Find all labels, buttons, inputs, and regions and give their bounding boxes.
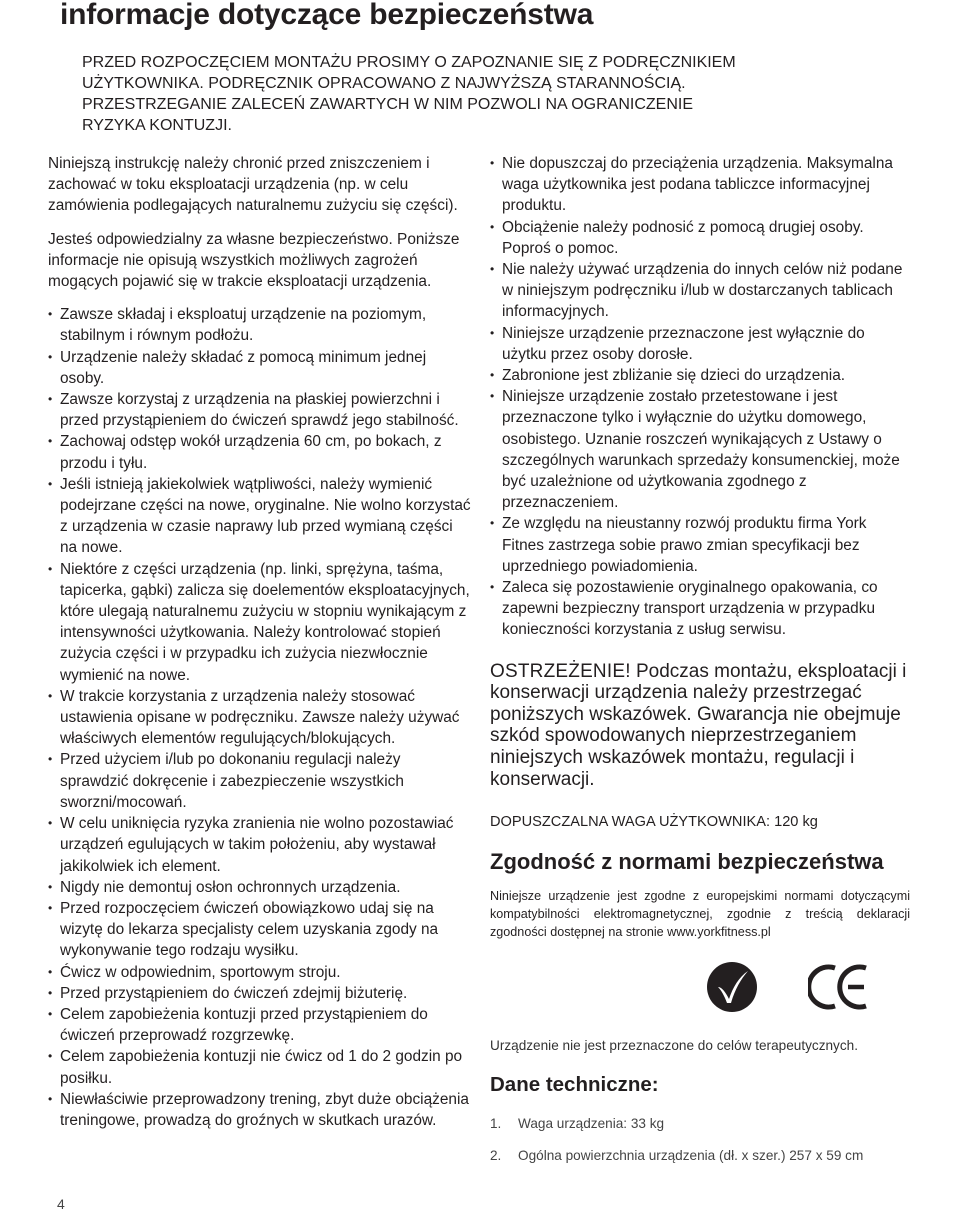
list-item: • Nigdy nie demontuj osłon ochronnych urządzenia.: [48, 877, 472, 898]
max-user-weight: DOPUSZCZALNA WAGA UŻYTKOWNIKA: 120 kg: [490, 814, 818, 831]
warning-line: PRZED ROZPOCZĘCIEM MONTAŻU PROSIMY O ZAPOZNANIE SIĘ Z PODRĘCZNIKIEM: [82, 54, 736, 71]
list-item: • Ćwicz w odpowiednim, sportowym stroju.: [48, 962, 472, 983]
c-tick-icon: [706, 961, 758, 1013]
list-item: • Zabronione jest zbliżanie się dzieci do urządzenia.: [490, 365, 910, 386]
list-item: • Urządzenie należy składać z pomocą minimum jednej osoby.: [48, 347, 472, 389]
item-number: 2.: [490, 1148, 502, 1164]
responsibility-paragraph: Jesteś odpowiedzialny za własne bezpieczeństwo. Poniższe informacje nie opisują wszystkich możliwych zagrożeń mogących pojawić się w trakcie eksploatacji urządzenia.: [48, 230, 460, 291]
list-item: • Przed rozpoczęciem ćwiczeń obowiązkowo udaj się na wizytę do lekarza specjalisty celem uzyskania zgody na wykonywanie tego rodzaju wysiłku.: [48, 898, 472, 962]
tech-data-title: Dane techniczne:: [490, 1072, 659, 1096]
right-column: [490, 153, 910, 1177]
item-text: Waga urządzenia: 33 kg: [518, 1116, 665, 1132]
list-item: • Obciążenie należy podnosić z pomocą drugiej osoby. Poproś o pomoc.: [490, 217, 910, 259]
list-item: • W celu uniknięcia ryzyka zranienia nie wolno pozostawiać urządzeń egulujących w takim położeniu, aby wystawał jakikolwiek ich element.: [48, 813, 472, 877]
therapy-note: Urządzenie nie jest przeznaczone do celów terapeutycznych.: [490, 1037, 858, 1053]
warning-line: UŻYTKOWNIKA. PODRĘCZNIK OPRACOWANO Z NAJWYŻSZĄ STARANNOŚCIĄ.: [82, 75, 686, 92]
certification-logos: [490, 947, 910, 1029]
page-number: 4: [57, 1196, 65, 1212]
list-item: • Ze względu na nieustanny rozwój produktu firma York Fitnes zastrzega sobie prawo zmian specyfikacji bez uprzedniego powiadomienia.: [490, 513, 910, 577]
list-item: [490, 1113, 910, 1134]
item-text: Ogólna powierzchnia urządzenia (dł. x szer.) 257 x 59 cm: [518, 1148, 864, 1164]
safety-list-left: [48, 304, 472, 1131]
list-item: • Niniejsze urządzenie zostało przetestowane i jest przeznaczone tylko i wyłącznie do użytku domowego, osobistego. Uznanie roszczeń wynikających z Ustawy o szczególnych warunkach sprzedaży konsumenckiej, może być uzależnione od użytkowania zgodnego z przeznaczeniem.: [490, 386, 910, 513]
warning-paragraph: [490, 661, 910, 791]
list-item: • Nie dopuszczaj do przeciążenia urządzenia. Maksymalna waga użytkownika jest podana tabliczce informacyjnej produktu.: [490, 153, 910, 217]
list-item: • Przed przystąpieniem do ćwiczeń zdejmij biżuterię.: [48, 983, 472, 1004]
warning-line: RYZYKA KONTUZJI.: [82, 117, 232, 134]
safety-list-right: [490, 153, 910, 641]
list-item: • Zachowaj odstęp wokół urządzenia 60 cm, po bokach, z przodu i tyłu.: [48, 431, 472, 473]
list-item: • Zawsze składaj i eksploatuj urządzenie na poziomym, stabilnym i równym podłożu.: [48, 304, 472, 346]
list-item: • Niniejsze urządzenie przeznaczone jest wyłącznie do użytku przez osoby dorosłe.: [490, 323, 910, 365]
list-item: • Celem zapobieżenia kontuzji przed przystąpieniem do ćwiczeń przeprowadź rozgrzewkę.: [48, 1004, 472, 1046]
ce-mark-icon: [808, 962, 872, 1012]
list-item: • Jeśli istnieją jakiekolwiek wątpliwości, należy wymienić podejrzane części na nowe, oryginalne. Nie wolno korzystać z urządzenia w czasie naprawy lub przed wymianą części na nowe.: [48, 474, 472, 559]
list-item: • Celem zapobieżenia kontuzji nie ćwicz od 1 do 2 godzin po posiłku.: [48, 1046, 472, 1088]
list-item: • Niektóre z części urządzenia (np. linki, sprężyna, taśma, tapicerka, gąbki) zalicza się doelementów eksploatacyjnych, które ulegają naturalnemu zużyciu w stopniu wynikającym z intensywności użytkowania. Należy kontrolować stopień zużycia części i w przypadku ich zużycia niezwłocznie wymienić na nowe.: [48, 559, 472, 686]
warning-line: PRZESTRZEGANIE ZALECEŃ ZAWARTYCH W NIM POZWOLI NA OGRANICZENIE: [82, 96, 694, 113]
compliance-title: Zgodność z normami bezpieczeństwa: [490, 849, 884, 875]
list-item: • Niewłaściwie przeprowadzony trening, zbyt duże obciążenia treningowe, prowadzą do groźnych w skutkach urazów.: [48, 1089, 472, 1131]
list-item: • Zaleca się pozostawienie oryginalnego opakowania, co zapewni bezpieczny transport urządzenia w przypadku konieczności korzystania z usług serwisu.: [490, 577, 910, 641]
list-item: [490, 1145, 910, 1166]
list-item: • W trakcie korzystania z urządzenia należy stosować ustawienia opisane w podręczniku. Zawsze należy używać właściwych elementów regulujących/blokujących.: [48, 686, 472, 750]
compliance-text: Niniejsze urządzenie jest zgodne z europejskimi normami dotyczącymi kompatybilności elektromagnetycznej, zgodnie z treścią deklaracji zgodności dostępnej na stronie www.yorkfitness.pl: [490, 888, 910, 939]
page-title: informacje dotyczące bezpieczeństwa: [60, 0, 594, 31]
warning-text: Podczas montażu, eksploatacji i konserwacji urządzenia należy przestrzegać poniższych wskazówek. Gwarancja nie obejmuje szkód spowodowanych nieprzestrzeganiem niniejszych wskazówek montażu, regulacji i konserwacji.: [490, 660, 907, 790]
list-item: • Nie należy używać urządzenia do innych celów niż podane w niniejszym podręczniku i/lub w dostarczanych tablicach informacyjnych.: [490, 259, 910, 323]
left-column: [48, 153, 472, 1131]
list-item: • Zawsze korzystaj z urządzenia na płaskiej powierzchni i przed przystąpieniem do ćwiczeń sprawdź jego stabilność.: [48, 389, 472, 431]
item-number: 1.: [490, 1116, 502, 1132]
warning-heading: OSTRZEŻENIE!: [490, 660, 631, 682]
warning-box: [82, 52, 736, 136]
intro-paragraph: Niniejszą instrukcję należy chronić przed zniszczeniem i zachować w toku eksploatacji urządzenia (np. w celu zamówienia podlegających naturalnemu zużyciu się części).: [48, 155, 458, 215]
tech-data-list: [490, 1113, 910, 1166]
list-item: • Przed użyciem i/lub po dokonaniu regulacji należy sprawdzić dokręcenie i zabezpieczenie wszystkich sworzni/mocowań.: [48, 749, 472, 813]
